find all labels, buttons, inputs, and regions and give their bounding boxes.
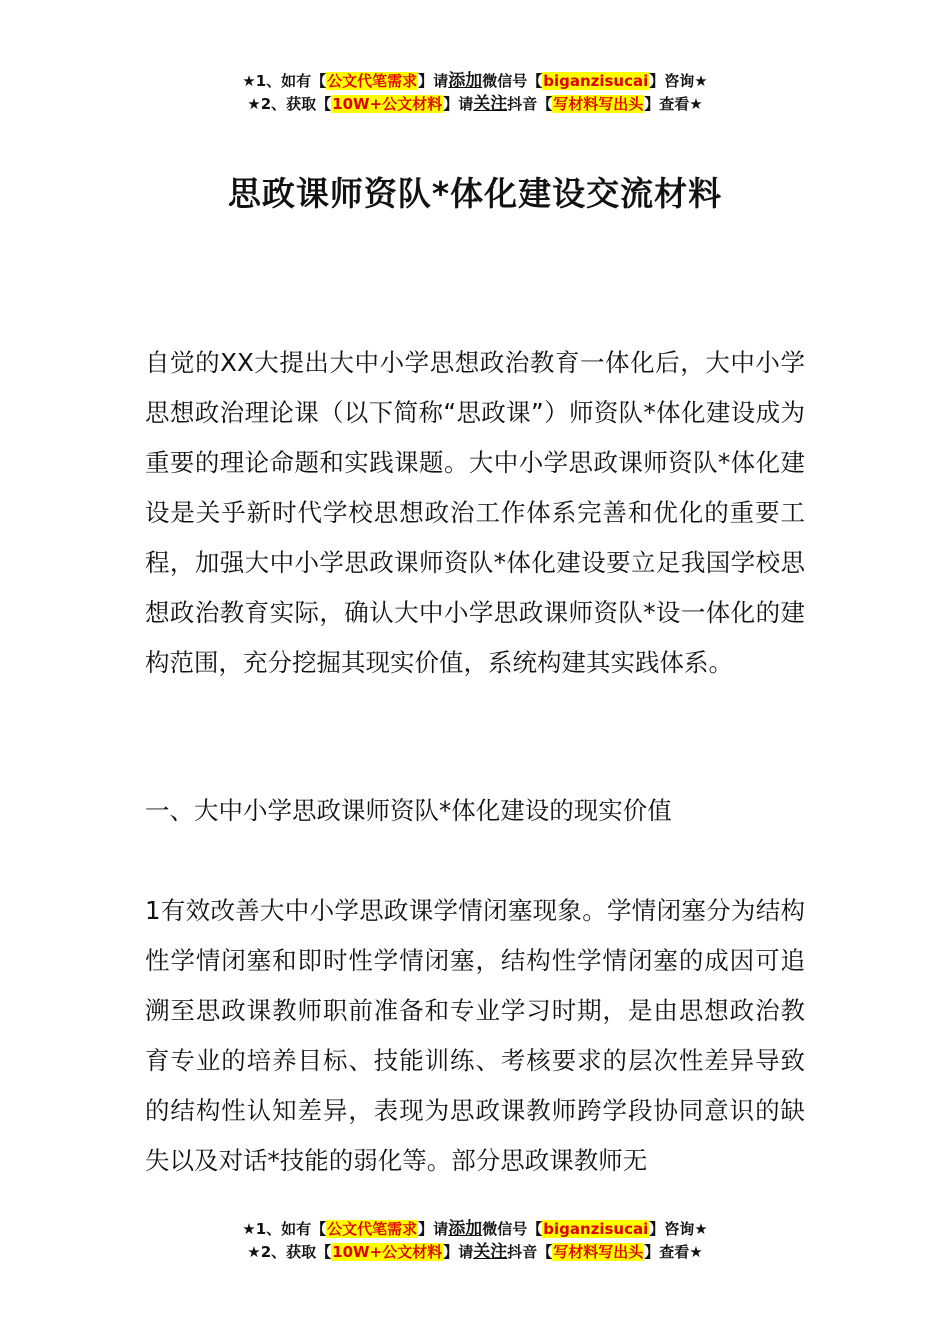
- highlight-douyin-account: 写材料写出头: [553, 95, 644, 113]
- highlight-douyin-account: 写材料写出头: [553, 1243, 644, 1261]
- highlight-wechat-id: biganzisucai: [543, 72, 649, 90]
- banner-text: 】咨询★: [649, 1220, 708, 1238]
- banner-text: 抖音【: [507, 1243, 553, 1261]
- banner-text: ★2、获取【: [247, 1243, 332, 1261]
- document-title: 思政课师资队*体化建设交流材料: [227, 174, 723, 214]
- banner-text: ★1、如有【: [242, 72, 327, 90]
- intro-text: 自觉的XX大提出大中小学思想政治教育一体化后，大中小学思想政治理论课（以下简称“思政课”）师资队*体化建设成为重要的理论命题和实践课题。大中小学思政课师资队*体化建设是关乎新时代学校思想政治工作体系完善和优化的重要工程，加强大中小学思政课师资队*体化建设要立足我国学校思想政治教育实际，确认大中小学思政课师资队*设一体化的建构范围，充分挖掘其现实价值，系统构建其实践体系。: [145, 348, 805, 677]
- body-text: 1有效改善大中小学思政课学情闭塞现象。学情闭塞分为结构性学情闭塞和即时性学情闭塞，结构性学情闭塞的成因可追溯至思政课教师职前准备和专业学习时期，是由思想政治教育专业的培养目标、技能训练、考核要求的层次性差异导致的结构性认知差异，表现为思政课教师跨学段协同意识的缺失以及对话*技能的弱化等。部分思政课教师无: [145, 896, 805, 1175]
- highlight-materials: 10W+公文材料: [332, 1243, 443, 1261]
- banner-text: 微信号【: [482, 72, 543, 90]
- banner-line-1: [0, 1218, 950, 1241]
- emphasis-add: 添加: [448, 1219, 483, 1239]
- section-heading-text: 一、大中小学思政课师资队*体化建设的现实价值: [145, 796, 672, 825]
- banner-text: 微信号【: [482, 1220, 543, 1238]
- banner-text: ★1、如有【: [242, 1220, 327, 1238]
- banner-text: 抖音【: [507, 95, 553, 113]
- emphasis-follow: 关注: [473, 1242, 508, 1262]
- banner-text: 】请: [443, 1243, 474, 1261]
- emphasis-follow: 关注: [473, 94, 508, 114]
- body-paragraph: [145, 886, 805, 1186]
- intro-paragraph: [145, 338, 805, 688]
- banner-line-2: [0, 93, 950, 116]
- top-banner: [0, 70, 950, 116]
- banner-text: 】咨询★: [649, 72, 708, 90]
- emphasis-add: 添加: [448, 71, 483, 91]
- highlight-wechat-id: biganzisucai: [543, 1220, 649, 1238]
- highlight-service: 公文代笔需求: [327, 1220, 418, 1238]
- banner-text: 】请: [418, 1220, 449, 1238]
- banner-text: 】查看★: [644, 95, 703, 113]
- banner-text: 】请: [418, 72, 449, 90]
- section-heading: [145, 786, 805, 836]
- bottom-banner: [0, 1218, 950, 1264]
- highlight-materials: 10W+公文材料: [332, 95, 443, 113]
- banner-text: 】查看★: [644, 1243, 703, 1261]
- highlight-service: 公文代笔需求: [327, 72, 418, 90]
- banner-line-2: [0, 1241, 950, 1264]
- banner-line-1: [0, 70, 950, 93]
- banner-text: ★2、获取【: [247, 95, 332, 113]
- banner-text: 】请: [443, 95, 474, 113]
